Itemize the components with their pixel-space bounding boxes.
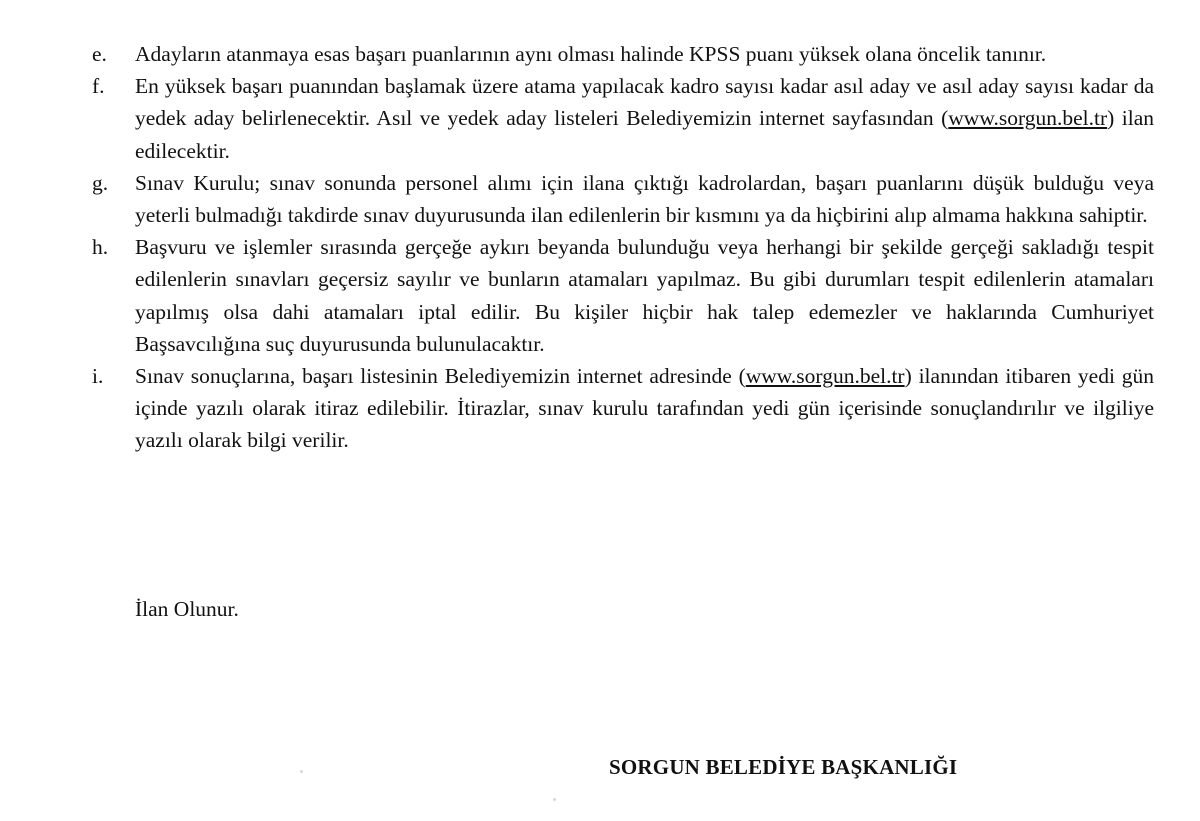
clause-g bbox=[92, 167, 1154, 231]
closing-statement: İlan Olunur. bbox=[135, 597, 239, 621]
clause-text: Adayların atanmaya esas başarı puanlarının aynı olması halinde KPSS puanı yüksek olana öncelik tanınır. bbox=[135, 42, 1047, 66]
clause-text-end: ) ilanından itibaren yedi gün içinde yazılı olarak itiraz edilebilir. İtirazlar, sınav kurulu tarafından yedi gün içerisinde sonuçlandırılır ve ilgiliye yazılı olarak bilgi verilir. bbox=[135, 364, 1154, 453]
clause-marker: h. bbox=[92, 235, 109, 260]
clause-text: En yüksek başarı puanından başlamak üzere atama yapılacak kadro sayısı kadar asıl aday ve asıl aday sayısı kadar da yedek aday belirlenecektir. Asıl ve yedek aday listeleri Belediyemizin internet sayfasından ( bbox=[135, 74, 1154, 131]
clause-list bbox=[92, 38, 1154, 457]
website-link[interactable]: www.sorgun.bel.tr bbox=[948, 106, 1108, 131]
scan-speck bbox=[553, 798, 556, 801]
clause-i bbox=[92, 360, 1154, 457]
clause-text-end: ) ilan edilecektir. bbox=[135, 106, 1154, 163]
clause-marker: i. bbox=[92, 364, 104, 389]
clause-marker: f. bbox=[92, 74, 105, 99]
clause-marker: e. bbox=[92, 42, 107, 66]
scan-speck bbox=[300, 770, 303, 773]
clause-h bbox=[92, 231, 1154, 360]
clause-marker: g. bbox=[92, 170, 109, 195]
website-link[interactable]: www.sorgun.bel.tr bbox=[745, 364, 905, 389]
signature-block: SORGUN BELEDİYE BAŞKANLIĞI bbox=[609, 755, 958, 779]
clause-text: Başvuru ve işlemler sırasında gerçeğe aykırı beyanda bulunduğu veya herhangi bir şekilde gerçeği sakladığı tespit edilenlerin sınavları geçersiz sayılır ve bunların atamaları yapılmaz. Bu gibi durumları tespit edilenlerin atamaları yapılmış olsa dahi atamaları iptal edilir. Bu kişiler hiçbir hak talep edemezler ve haklarında Cumhuriyet Başsavcılığına suç duyurusunda bulunulacaktır. bbox=[135, 235, 1154, 356]
clause-f bbox=[92, 70, 1154, 167]
clause-e bbox=[92, 38, 1154, 70]
clause-text: Sınav sonuçlarına, başarı listesinin Belediyemizin internet adresinde ( bbox=[135, 364, 746, 389]
clause-text: Sınav Kurulu; sınav sonunda personel alımı için ilana çıktığı kadrolardan, başarı puanlarını düşük bulduğu veya yeterli bulmadığı takdirde sınav duyurusunda ilan edilenlerin bir kısmını ya da hiçbirini alıp almama hakkına sahiptir. bbox=[135, 170, 1154, 228]
